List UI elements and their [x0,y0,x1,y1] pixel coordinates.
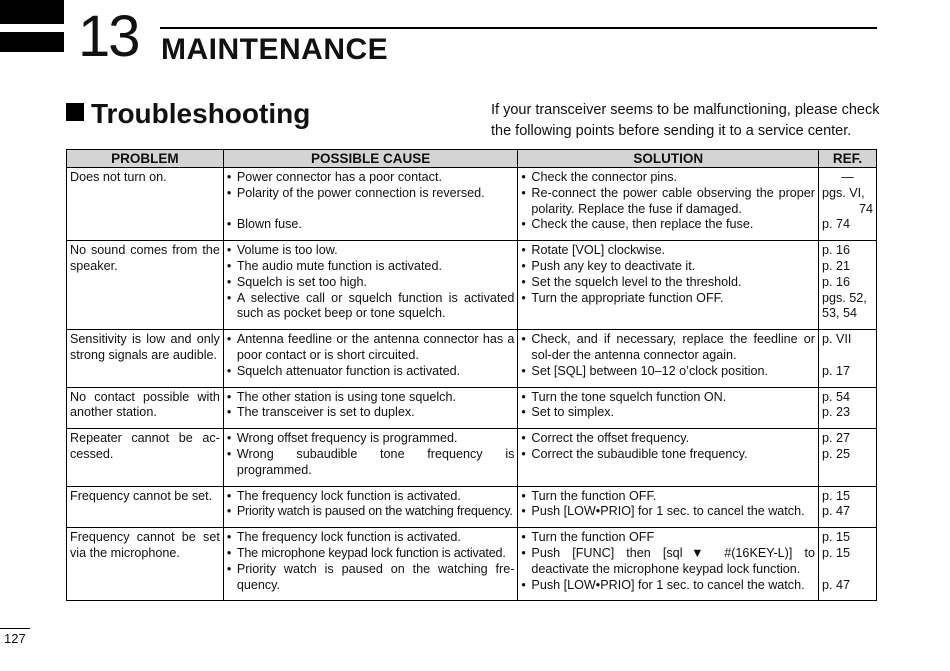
cause-item: • The other station is using tone squelch. [227,390,515,406]
table-row [67,486,877,528]
ref-item: p. 15 [821,545,850,560]
cause-item: • Wrong subaudible tone frequency is programmed. [227,447,515,479]
solution-item: • Rotate [VOL] clockwise. [521,243,815,259]
cause-item: • Power connector has a poor contact. [227,170,515,186]
cause-item: • Antenna feedline or the antenna connector has a poor contact or is short circuited. [227,332,515,364]
solution-item: • Check the cause, then replace the fuse. [521,217,815,233]
ref-cell [818,241,876,330]
chapter-tab-marker [0,0,64,24]
problem-cell: No sound comes from the speaker. [67,241,224,330]
ref-item: — [841,170,854,184]
ref-item: p. 15 [821,530,850,545]
ref-item: p. 23 [821,405,850,420]
ref-cell [818,168,876,241]
solution-item: • Turn the function OFF. [521,489,815,505]
solution-item: • Push [LOW•PRIO] for 1 sec. to cancel the watch. [521,504,815,520]
problem-cell: Does not turn on. [67,168,224,241]
cause-item: • Priority watch is paused on the watching fre-quency. [227,562,515,594]
cause-cell [223,330,518,387]
ref-cell [818,429,876,486]
solution-cell [518,330,819,387]
ref-cell [818,486,876,528]
cause-item: • The frequency lock function is activated. [227,489,515,505]
solution-cell [518,387,819,429]
table-header-row [67,150,877,168]
section-title: Troubleshooting [91,98,311,129]
chapter-tab-marker-lower [0,32,64,52]
ref-item: p. 27 [821,431,850,446]
solution-item: • Set to simplex. [521,405,815,421]
cause-item: • Priority watch is paused on the watching frequency. [227,504,515,520]
solution-cell [518,429,819,486]
column-header: POSSIBLE CAUSE [223,150,518,168]
ref-item: p. VII [821,332,852,347]
ref-cell [818,528,876,601]
ref-item: p. 47 [821,577,850,592]
cause-cell [223,528,518,601]
ref-cell [818,387,876,429]
ref-item: p. 47 [821,504,850,519]
square-bullet-icon [66,103,84,121]
ref-item: p. 21 [821,258,850,273]
column-header: PROBLEM [67,150,224,168]
table-row [67,429,877,486]
cause-item: • The frequency lock function is activated. [227,530,515,546]
solution-item: • Correct the offset frequency. [521,431,815,447]
ref-item: p. 15 [821,488,850,503]
ref-item: pgs. VI, [821,185,865,200]
solution-item: • Check, and if necessary, replace the feedline or sol-der the antenna connector again. [521,332,815,364]
chapter-number: 13 [78,4,139,69]
problem-cell: Sensitivity is low and only strong signals are audible. [67,330,224,387]
ref-item: p. 16 [821,243,850,258]
cause-item: • Polarity of the power connection is reversed. [227,186,515,202]
solution-cell [518,168,819,241]
table-row [67,528,877,601]
solution-item: • Check the connector pins. [521,170,815,186]
cause-item: • Squelch attenuator function is activated. [227,364,515,380]
cause-item: • The microphone keypad lock function is activated. [227,546,515,562]
solution-item: • Set [SQL] between 10–12 o’clock position. [521,364,815,380]
table-row [67,387,877,429]
ref-spacer [822,348,873,364]
chapter-title: MAINTENANCE [161,33,389,66]
solution-cell [518,528,819,601]
section-heading [66,96,310,132]
cause-cell [223,429,518,486]
cause-cell [223,387,518,429]
page-number-rule [0,628,30,629]
column-header: SOLUTION [518,150,819,168]
problem-cell: Frequency cannot be set. [67,486,224,528]
cause-item: • Wrong offset frequency is programmed. [227,431,515,447]
solution-cell [518,241,819,330]
solution-item: • Set the squelch level to the threshold. [521,275,815,291]
table-row [67,168,877,241]
cause-item: • Blown fuse. [227,217,515,233]
problem-cell: Repeater cannot be ac-cessed. [67,429,224,486]
cause-spacer [227,202,515,218]
cause-item: • A selective call or squelch function is activated such as pocket beep or tone squelch. [227,291,515,323]
ref-item: p. 74 [821,217,850,232]
solution-item: • Turn the appropriate function OFF. [521,291,815,307]
solution-item: • Push any key to deactivate it. [521,259,815,275]
problem-cell: Frequency cannot be set via the microphone. [67,528,224,601]
cause-item: • Squelch is set too high. [227,275,515,291]
ref-item: 53, 54 [821,306,857,321]
ref-item: p. 25 [821,446,850,461]
solution-cell [518,486,819,528]
solution-item: • Turn the tone squelch function ON. [521,390,815,406]
troubleshooting-table [66,149,877,601]
problem-cell: No contact possible with another station. [67,387,224,429]
solution-item: • Correct the subaudible tone frequency. [521,447,815,463]
solution-item: • Push [LOW•PRIO] for 1 sec. to cancel the watch. [521,578,815,594]
ref-item: p. 54 [821,389,850,404]
ref-item: p. 16 [821,274,850,289]
ref-item: pgs. 52, [821,290,867,305]
cause-cell [223,168,518,241]
table-row [67,330,877,387]
column-header: REF. [818,150,876,168]
header-rule [160,27,877,29]
solution-item: • Re-connect the power cable observing the proper polarity. Replace the fuse if damaged. [521,186,815,218]
cause-item: • The audio mute function is activated. [227,259,515,275]
ref-cell [818,330,876,387]
intro-paragraph: If your transceiver seems to be malfunctioning, please check the following points before sending it to a service center. [491,102,880,139]
ref-item: 74 [858,201,873,216]
table-row [67,241,877,330]
cause-cell [223,486,518,528]
ref-item: p. 17 [821,363,850,378]
cause-cell [223,241,518,330]
cause-item: • Volume is too low. [227,243,515,259]
solution-item: • Turn the function OFF [521,530,815,546]
cause-item: • The transceiver is set to duplex. [227,405,515,421]
page-number: 127 [4,631,26,646]
ref-spacer [822,562,873,578]
solution-item: • Push [FUNC] then [sql▼ #(16KEY-L)] to deactivate the microphone keypad lock function. [521,546,815,578]
